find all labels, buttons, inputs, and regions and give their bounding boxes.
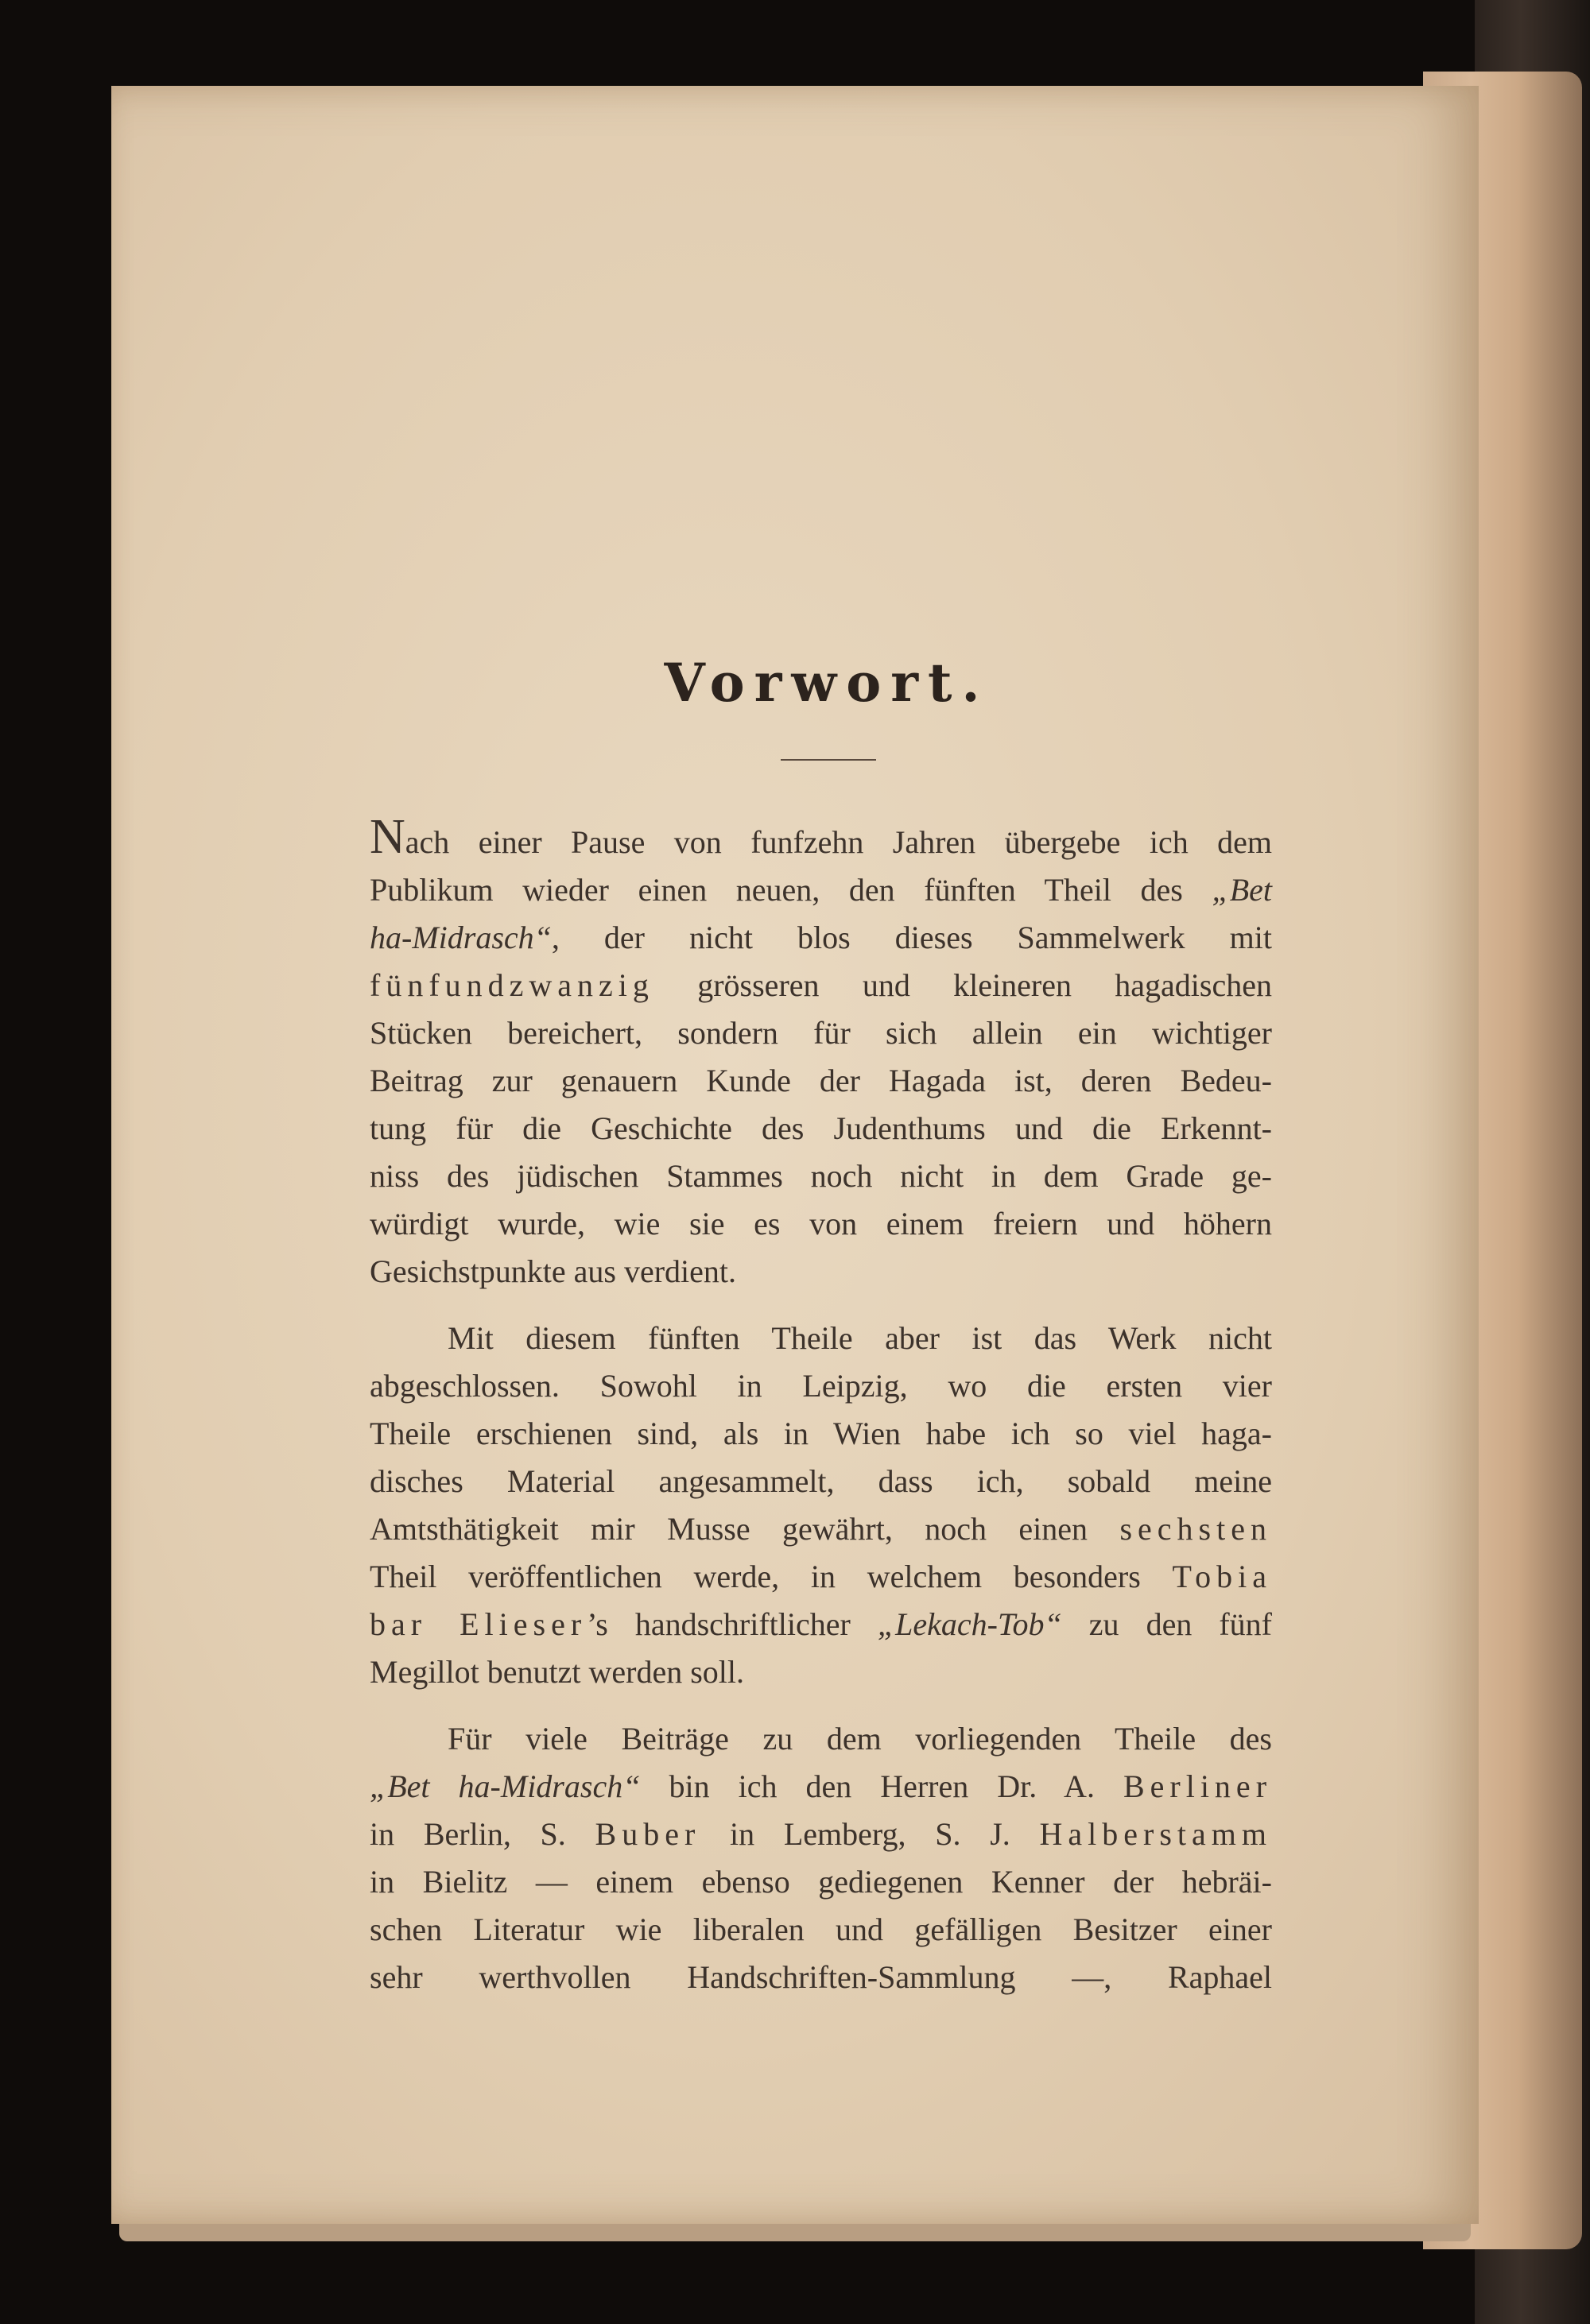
- text-line: Theil veröffentlichen werde, in welchem besonders Tobia: [370, 1559, 1272, 1594]
- text-line: Für viele Beiträge zu dem vorliegenden Theile des: [448, 1721, 1272, 1757]
- text-line: tung für die Geschichte des Judenthums und die Erkennt-: [370, 1110, 1272, 1146]
- text-line: Mit diesem fünften Theile aber ist das Werk nicht: [448, 1320, 1272, 1356]
- text-line: abgeschlossen. Sowohl in Leipzig, wo die ersten vier: [370, 1368, 1272, 1404]
- drop-initial: N: [370, 810, 405, 864]
- page-title: Vorwort.: [664, 652, 990, 714]
- text-line: schen Literatur wie liberalen und gefälligen Besitzer einer: [370, 1911, 1272, 1947]
- text-line: bar Elieser’s handschriftlicher „Lekach-Tob“ zu den fünf: [370, 1606, 1272, 1642]
- text-line: Gesichstpunkte aus verdient.: [370, 1253, 736, 1289]
- text-line: in Berlin, S. Buber in Lemberg, S. J. Halberstamm: [370, 1816, 1273, 1852]
- body-text: [370, 810, 1273, 2001]
- text-line: Amtsthätigkeit mir Musse gewährt, noch einen sechsten: [370, 1511, 1272, 1547]
- title-rule: [781, 759, 876, 761]
- text-line: sehr werthvollen Handschriften-Sammlung —, Raphael: [370, 1959, 1272, 1995]
- text-line: Nach einer Pause von funfzehn Jahren übergebe ich dem: [370, 810, 1272, 864]
- text-line: niss des jüdischen Stammes noch nicht in dem Grade ge-: [370, 1158, 1272, 1194]
- text-line: in Bielitz — einem ebenso gediegenen Kenner der hebräi-: [370, 1864, 1272, 1900]
- text-line: Megillot benutzt werden soll.: [370, 1654, 745, 1690]
- text-line: Beitrag zur genauern Kunde der Hagada ist, deren Bedeu-: [370, 1063, 1272, 1098]
- text-line: „Bet ha-Midrasch“ bin ich den Herren Dr. A. Berliner: [370, 1768, 1273, 1804]
- text-line: ha-Midrasch“, der nicht blos dieses Sammelwerk mit: [370, 920, 1272, 955]
- text-line: Publikum wieder einen neuen, den fünften Theil des „Bet: [370, 872, 1272, 908]
- text-line: disches Material angesammelt, dass ich, sobald meine: [370, 1463, 1272, 1499]
- text-line: würdigt wurde, wie sie es von einem freiern und höhern: [370, 1206, 1272, 1241]
- text-line: fünfundzwanzig grösseren und kleineren hagadischen: [370, 967, 1272, 1003]
- text-line: Stücken bereichert, sondern für sich allein ein wichtiger: [370, 1015, 1272, 1051]
- text-line: Theile erschienen sind, als in Wien habe ich so viel haga-: [370, 1416, 1272, 1451]
